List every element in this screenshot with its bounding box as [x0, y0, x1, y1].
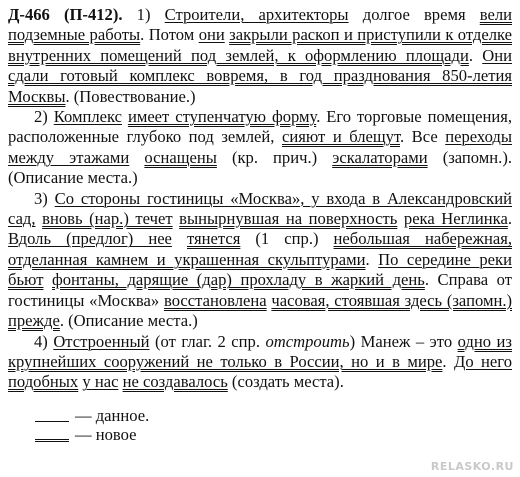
theme-phrase: До него — [454, 351, 512, 371]
rheme-phrase: фонтаны — [52, 270, 115, 290]
paragraph-marker: 4) — [34, 331, 48, 351]
rheme-phrase: восстановлена — [163, 290, 267, 310]
legend-new-label: — новое — [75, 425, 137, 445]
paragraph-1-marker: 1) — [136, 5, 151, 24]
exercise-number: Д-466 (П-412). — [8, 5, 123, 24]
paragraph-marker: 3) — [34, 188, 48, 208]
theme-phrase: Они — [482, 45, 512, 65]
plain-text: (1 спр.) — [255, 229, 319, 249]
plain-text: долгое время — [362, 5, 466, 24]
theme-phrase: Строители, архитекторы — [164, 5, 349, 24]
legend-given-label: — данное. — [75, 406, 150, 426]
paragraph-2 — [8, 107, 512, 189]
plain-text: ) Манеж – это — [349, 331, 453, 351]
rheme-phrase: бьют — [8, 270, 44, 290]
plain-text: (кр. прич.) — [231, 147, 318, 167]
rheme-phrase: , дарящие (дар) прохладу в жаркий день — [114, 270, 425, 290]
rheme-phrase: вынырнувшая на поверхность — [179, 209, 398, 229]
paragraph-4 — [8, 332, 512, 393]
theme-phrase: Комплекс — [53, 107, 123, 127]
plain-text: . (Описание места.) — [59, 311, 198, 331]
site-watermark: RELASKO.RU — [430, 460, 514, 473]
rheme-phrase: река Неглинка — [403, 209, 508, 229]
rheme-phrase: тянется — [186, 229, 241, 249]
theme-phrase: переходы между этажами — [8, 127, 512, 167]
plain-text: . Его торговые помещения, расположенные глубоко под землей, — [8, 107, 513, 147]
rheme-phrase: сияют и блещут — [281, 127, 400, 147]
plain-text: . — [507, 209, 512, 229]
theme-phrase: Отстроенный — [53, 331, 150, 351]
paragraph-marker: 2) — [34, 107, 48, 127]
rheme-phrase: , стоявшая здесь (запомн.) прежде — [8, 290, 512, 331]
rheme-phrase: подобных — [8, 372, 79, 392]
rheme-phrase: эскалаторами — [332, 147, 428, 167]
theme-phrase: они — [198, 25, 225, 45]
theme-phrase: Вдоль (предлог) нее — [8, 229, 172, 249]
plain-text: . Все — [400, 127, 438, 147]
plain-text: (запомн.). (Описание места.) — [8, 147, 512, 188]
legend-new — [8, 426, 512, 445]
theme-phrase: у нас — [82, 372, 119, 392]
plain-text: . Потом — [140, 25, 195, 45]
rheme-phrase: не создавалось — [122, 372, 228, 392]
rheme-phrase: небольшая набережная, отделанная камнем и украшенная скульптурами — [8, 229, 512, 269]
rheme-phrase: сдали готовый комплекс вовремя, в год празднования 850-летия Москвы — [8, 66, 512, 106]
rheme-phrase: оснащены — [144, 147, 217, 167]
rheme-phrase: закрыли раскоп и приступили к отделке внутренних помещений под землей, к оформлению площади — [8, 25, 512, 65]
legend-given — [8, 407, 512, 426]
plain-text: . — [365, 249, 370, 269]
rheme-phrase: имеет ступенчатую форму — [127, 107, 317, 127]
plain-text: (от глаг. 2 спр. — [155, 331, 261, 351]
plain-text: . Справа от гостиницы «Москва» — [8, 270, 512, 310]
plain-text: (создать места). — [231, 372, 344, 392]
rheme-phrase: часовая — [271, 290, 326, 310]
theme-phrase: Со стороны гостиницы «Москва», у входа в Александровский сад, — [8, 188, 512, 229]
double-underline-sample — [35, 439, 69, 442]
plain-text: . — [442, 351, 447, 371]
legend — [8, 407, 512, 445]
italic-verb: отстроить — [265, 331, 350, 351]
plain-text: . (Повествование.) — [65, 86, 196, 106]
theme-phrase: По середине реки — [378, 249, 512, 269]
rheme-phrase: вели подземные работы — [8, 5, 513, 45]
rheme-phrase: одно из крупнейших сооружений не только в России, но и в мире — [8, 331, 512, 371]
paragraph-1 — [8, 5, 512, 107]
rheme-phrase: вновь (нар.) течет — [42, 209, 173, 229]
paragraph-3 — [8, 189, 512, 332]
plain-text: . — [468, 45, 474, 65]
single-underline-sample — [35, 421, 69, 422]
